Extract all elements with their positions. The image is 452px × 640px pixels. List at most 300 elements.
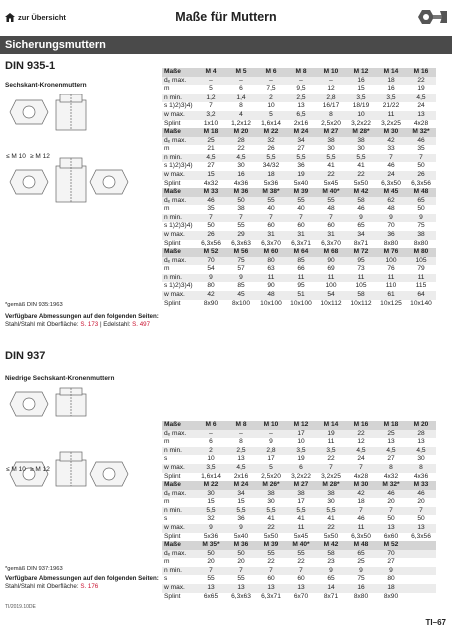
table-cell: 9 [376, 214, 406, 223]
table-cell: 46 [376, 162, 406, 171]
table-header-cell: M 80 [406, 248, 436, 257]
table-cell: 6,3x56 [196, 240, 226, 249]
table-row [162, 430, 436, 439]
table-cell: 3,5 [346, 94, 376, 103]
table-header-cell: M 24 [226, 481, 256, 490]
table-header-cell: M 36 [226, 188, 256, 197]
table-cell: 65 [346, 550, 376, 559]
table-header-row [162, 248, 436, 257]
table-header-cell: M 48 [346, 541, 376, 550]
table-cell: 8x100 [226, 300, 256, 309]
table-cell: 50 [196, 222, 226, 231]
table-cell: dₑ max. [162, 137, 196, 146]
table-cell: – [196, 77, 226, 86]
table-header-cell: M 36 [226, 541, 256, 550]
table-cell: 75 [346, 575, 376, 584]
table-cell: 6x70 [286, 593, 316, 602]
table-row [162, 438, 436, 447]
table-cell: 11 [316, 274, 346, 283]
table-cell: 3,2 [196, 111, 226, 120]
table-header-cell: M 16 [406, 68, 436, 77]
wrench-nut-icon [416, 8, 448, 26]
table-header-cell: M 28* [316, 481, 346, 490]
table-header-row [162, 481, 436, 490]
table-header-cell: M 38* [256, 188, 286, 197]
table-cell: – [226, 430, 256, 439]
table-header-cell: M 20 [406, 421, 436, 430]
table-cell: 9 [346, 214, 376, 223]
section-title: Sicherungsmuttern [0, 36, 452, 54]
table-header-cell: Maße [162, 68, 196, 77]
table-cell: 5 [256, 111, 286, 120]
din937-range-max: ≥ M 12 [30, 466, 50, 473]
table-cell: 42 [196, 291, 226, 300]
table-cell: 35 [406, 145, 436, 154]
table-cell: 64 [406, 291, 436, 300]
table-cell: 18 [376, 77, 406, 86]
table-cell: w max. [162, 231, 196, 240]
table-header-cell: M 32* [376, 481, 406, 490]
table-cell: 7 [196, 102, 226, 111]
table-cell: 11 [376, 274, 406, 283]
table-cell: 10 [286, 438, 316, 447]
table-cell: 54 [196, 265, 226, 274]
table-cell: 7,5 [256, 85, 286, 94]
table-cell: 10x125 [376, 300, 406, 309]
table-row [162, 282, 436, 291]
table-cell: Splint [162, 240, 196, 249]
table-cell: 16 [346, 77, 376, 86]
table-cell: 5,5 [286, 154, 316, 163]
table-header-cell: Maße [162, 188, 196, 197]
table-cell: m [162, 498, 196, 507]
table-cell: 16 [376, 85, 406, 94]
table-header-cell: M 6 [196, 421, 226, 430]
table-cell: 41 [316, 515, 346, 524]
table-header-cell: M 24 [286, 128, 316, 137]
table-row [162, 464, 436, 473]
table-row [162, 77, 436, 86]
table-cell: 10x112 [346, 300, 376, 309]
table-cell: 46 [196, 197, 226, 206]
table-row [162, 533, 436, 542]
table-cell: 22 [346, 430, 376, 439]
table-cell: 13 [256, 584, 286, 593]
table-cell: 8 [226, 102, 256, 111]
table-row [162, 137, 436, 146]
table-cell: 10x100 [256, 300, 286, 309]
table-cell: 4,5 [226, 464, 256, 473]
table-cell: 6 [286, 464, 316, 473]
table-cell: 60 [316, 222, 346, 231]
table-header-cell: M 6 [256, 68, 286, 77]
table-row [162, 240, 436, 249]
table-cell: Splint [162, 300, 196, 309]
table-cell: 10x100 [286, 300, 316, 309]
table-cell: w max. [162, 111, 196, 120]
table-cell: 58 [346, 197, 376, 206]
table-cell: 16 [346, 584, 376, 593]
table-header-cell: M 33 [196, 188, 226, 197]
table-cell: 11 [346, 274, 376, 283]
table-header-cell: M 10 [256, 421, 286, 430]
din935-stainless-link[interactable]: S. 497 [132, 321, 151, 328]
table-cell: 11 [406, 274, 436, 283]
table-cell: n min. [162, 274, 196, 283]
table-cell: 17 [256, 455, 286, 464]
table-cell: 15 [346, 85, 376, 94]
table-cell: 22 [286, 558, 316, 567]
table-header-cell: Maße [162, 128, 196, 137]
table-cell: Splint [162, 533, 196, 542]
table-row [162, 162, 436, 171]
din937-range-min: ≤ M 10 [6, 466, 26, 473]
page-header [0, 0, 452, 34]
table-cell: 9 [226, 274, 256, 283]
table-cell: 80 [376, 575, 406, 584]
table-cell: 55 [226, 222, 256, 231]
table-cell: 14 [316, 584, 346, 593]
table-cell: 46 [406, 137, 436, 146]
table-cell: 46 [346, 515, 376, 524]
table-header-cell: M 30 [346, 481, 376, 490]
table-cell: 95 [346, 257, 376, 266]
table-cell: n min. [162, 94, 196, 103]
table-cell: 26 [196, 231, 226, 240]
table-cell: 16/17 [316, 102, 346, 111]
table-cell: 36 [226, 515, 256, 524]
table-cell: 100 [316, 282, 346, 291]
table-cell: 25 [376, 430, 406, 439]
table-cell: 6,5 [286, 111, 316, 120]
table-header-row [162, 68, 436, 77]
table-header-cell: M 5 [226, 68, 256, 77]
table-cell: 38 [346, 137, 376, 146]
din935-avail-title: Verfügbare Abmessungen auf den folgenden Seiten: [5, 313, 159, 320]
table-cell: 22 [226, 145, 256, 154]
table-header-cell: M 16 [346, 421, 376, 430]
table-cell: 30 [316, 145, 346, 154]
table-cell: 22 [316, 455, 346, 464]
table-cell: 7 [376, 154, 406, 163]
table-cell: 5x36 [256, 180, 286, 189]
table-cell: 8x80 [376, 240, 406, 249]
table-header-cell: M 42 [346, 188, 376, 197]
table-cell: 62 [376, 197, 406, 206]
din935-table-2 [162, 128, 436, 188]
table-cell: 7 [226, 567, 256, 576]
table-header-cell: M 40* [286, 541, 316, 550]
din937-avail-title: Verfügbare Abmessungen auf den folgenden Seiten: [5, 575, 159, 582]
table-cell: 4 [226, 111, 256, 120]
table-cell: 4x28 [406, 120, 436, 129]
din935-range-min: ≤ M 10 [6, 153, 26, 160]
table-cell: 22 [256, 558, 286, 567]
table-header-cell: M 48 [406, 188, 436, 197]
table-cell: 16 [226, 171, 256, 180]
table-cell: s [162, 455, 196, 464]
table-cell: 3,5 [286, 447, 316, 456]
table-cell: 13 [226, 455, 256, 464]
table-header-cell: Maße [162, 481, 196, 490]
table-cell: Splint [162, 120, 196, 129]
din935-table-4 [162, 248, 436, 308]
table-cell: 8 [316, 111, 346, 120]
table-cell: 7 [196, 214, 226, 223]
table-cell [406, 558, 436, 567]
table-cell: n min. [162, 447, 196, 456]
table-cell: n min. [162, 154, 196, 163]
din937-table-3 [162, 541, 436, 601]
din935-standard: DIN 935-1 [5, 60, 56, 72]
table-cell: 7 [226, 214, 256, 223]
table-header-cell: M 35* [196, 541, 226, 550]
table-cell: s [162, 575, 196, 584]
table-cell: dₑ max. [162, 257, 196, 266]
table-cell: 105 [346, 282, 376, 291]
table-cell: 8x71 [316, 593, 346, 602]
table-cell: 2,5 [286, 94, 316, 103]
table-header-cell: M 8 [226, 421, 256, 430]
table-row [162, 567, 436, 576]
table-cell: 19 [286, 455, 316, 464]
table-cell: 34 [346, 231, 376, 240]
table-cell: 2,8 [316, 94, 346, 103]
table-cell: 13 [286, 584, 316, 593]
table-header-cell: M 12 [286, 421, 316, 430]
table-cell: 35 [196, 205, 226, 214]
table-cell: 60 [256, 575, 286, 584]
table-cell: – [316, 77, 346, 86]
table-cell: 38 [286, 490, 316, 499]
table-cell: s [162, 515, 196, 524]
table-cell: 5x36 [196, 533, 226, 542]
table-cell: 23 [316, 558, 346, 567]
table-cell: 12 [316, 85, 346, 94]
table-cell: 5,5 [346, 154, 376, 163]
table-row [162, 550, 436, 559]
table-header-cell: M 14 [376, 68, 406, 77]
table-cell: 9 [316, 567, 346, 576]
table-cell: 41 [286, 515, 316, 524]
table-cell: 18 [346, 498, 376, 507]
table-cell: 54 [316, 291, 346, 300]
table-cell: 6,3x50 [376, 180, 406, 189]
table-cell: 4x36 [406, 473, 436, 482]
table-cell: 75 [406, 222, 436, 231]
table-cell: 2,8 [256, 447, 286, 456]
table-cell: 18 [256, 171, 286, 180]
table-cell: 19 [316, 430, 346, 439]
table-cell: 5,5 [256, 154, 286, 163]
table-row [162, 171, 436, 180]
table-cell: 8x90 [196, 300, 226, 309]
table-cell: 48 [316, 205, 346, 214]
table-cell: 7 [346, 507, 376, 516]
table-cell: 8 [376, 464, 406, 473]
table-header-cell: M 45 [376, 188, 406, 197]
table-cell: 2x16 [226, 473, 256, 482]
table-cell: 38 [226, 205, 256, 214]
table-cell: 5 [196, 85, 226, 94]
din935-avail-mid: | Edelstahl: [98, 321, 133, 328]
table-cell: 60 [286, 222, 316, 231]
table-row [162, 558, 436, 567]
table-cell: w max. [162, 524, 196, 533]
table-cell: Splint [162, 180, 196, 189]
table-cell: – [256, 77, 286, 86]
table-cell: m [162, 265, 196, 274]
table-cell: 51 [286, 291, 316, 300]
table-cell: 70 [196, 257, 226, 266]
table-cell: 38 [406, 231, 436, 240]
table-cell: 22 [256, 524, 286, 533]
table-cell: 8x71 [346, 240, 376, 249]
table-cell: s 1)2)3)4) [162, 282, 196, 291]
table-cell: 55 [256, 550, 286, 559]
table-cell: 13 [406, 111, 436, 120]
table-cell: 5x45 [286, 533, 316, 542]
table-cell: 55 [286, 197, 316, 206]
table-cell: 2,5x20 [256, 473, 286, 482]
din937-steel-link[interactable]: S. 176 [80, 583, 99, 590]
table-cell: 30 [256, 498, 286, 507]
table-header-cell: M 40* [316, 188, 346, 197]
table-header-cell: M 64 [286, 248, 316, 257]
table-cell: 27 [286, 145, 316, 154]
table-cell: 5x50 [256, 533, 286, 542]
table-row [162, 498, 436, 507]
table-cell: 38 [316, 490, 346, 499]
table-cell: 13 [406, 524, 436, 533]
din935-table-3 [162, 188, 436, 248]
table-cell: m [162, 558, 196, 567]
table-cell: 7 [376, 507, 406, 516]
table-cell: 30 [346, 145, 376, 154]
table-cell: 7 [346, 464, 376, 473]
table-cell: 115 [406, 282, 436, 291]
din937-avail-prefix: Stahl/Stahl mit Oberfläche: [5, 583, 81, 590]
table-cell [406, 593, 436, 602]
table-cell: 41 [256, 515, 286, 524]
table-row [162, 214, 436, 223]
table-cell: 75 [226, 257, 256, 266]
table-header-cell: M 39 [286, 188, 316, 197]
table-cell: 50 [406, 515, 436, 524]
table-cell: 7 [256, 214, 286, 223]
table-cell: 13 [376, 524, 406, 533]
table-row [162, 575, 436, 584]
table-header-cell: M 42 [316, 541, 346, 550]
table-cell: 25 [346, 558, 376, 567]
table-cell: 90 [316, 257, 346, 266]
din935-steel-link[interactable]: S. 173 [80, 321, 99, 328]
table-header-cell: M 76 [376, 248, 406, 257]
table-cell: 3,5 [376, 94, 406, 103]
table-row [162, 455, 436, 464]
table-cell: 8 [226, 438, 256, 447]
table-cell: 105 [406, 257, 436, 266]
table-cell: 27 [376, 455, 406, 464]
table-row [162, 145, 436, 154]
table-cell: 5,5 [256, 507, 286, 516]
table-row [162, 222, 436, 231]
table-cell: m [162, 145, 196, 154]
table-cell: 34 [286, 137, 316, 146]
table-row [162, 154, 436, 163]
table-cell: 6,3x71 [286, 240, 316, 249]
table-cell: 4,5 [346, 447, 376, 456]
table-cell: 31 [286, 231, 316, 240]
table-cell: Splint [162, 593, 196, 602]
table-cell: 9 [346, 567, 376, 576]
table-cell: 58 [316, 550, 346, 559]
table-cell: 4,5 [406, 447, 436, 456]
table-cell: 1,4 [226, 94, 256, 103]
table-cell: 7 [196, 567, 226, 576]
table-cell: 9 [376, 567, 406, 576]
table-row [162, 231, 436, 240]
table-row [162, 205, 436, 214]
table-cell: – [286, 77, 316, 86]
table-header-cell: M 52 [196, 248, 226, 257]
table-cell: 11 [346, 524, 376, 533]
table-cell: 27 [196, 162, 226, 171]
table-cell: 28 [226, 137, 256, 146]
table-cell: 3,2x22 [286, 473, 316, 482]
table-cell: 20 [376, 498, 406, 507]
table-cell: 1,2 [196, 94, 226, 103]
table-cell: 5,5 [316, 507, 346, 516]
table-header-cell: M 26* [256, 481, 286, 490]
table-cell: 11 [286, 274, 316, 283]
table-cell: 46 [376, 490, 406, 499]
table-cell: 3,2x25 [376, 120, 406, 129]
table-cell: n min. [162, 507, 196, 516]
table-cell: Splint [162, 473, 196, 482]
table-cell: 8x80 [406, 240, 436, 249]
table-header-row [162, 128, 436, 137]
table-cell: 11 [376, 111, 406, 120]
table-cell: – [226, 77, 256, 86]
table-cell: 21 [196, 145, 226, 154]
table-header-cell: M 28* [346, 128, 376, 137]
table-cell: 3,2x25 [316, 473, 346, 482]
table-cell: 24 [376, 171, 406, 180]
table-row [162, 507, 436, 516]
table-row [162, 524, 436, 533]
table-cell: 5,5 [316, 154, 346, 163]
table-cell: 2,5x20 [316, 120, 346, 129]
table-cell: 38 [256, 490, 286, 499]
table-cell: dₑ max. [162, 197, 196, 206]
din937-table-2 [162, 481, 436, 541]
table-cell: 80 [256, 257, 286, 266]
table-cell: 15 [226, 498, 256, 507]
table-cell: m [162, 205, 196, 214]
table-cell: 70 [376, 550, 406, 559]
table-cell: 7 [316, 464, 346, 473]
table-cell: 61 [376, 291, 406, 300]
table-row [162, 584, 436, 593]
table-cell: 22 [316, 524, 346, 533]
table-cell: w max. [162, 291, 196, 300]
table-cell: 4x32 [196, 180, 226, 189]
din937-note: *gemäß DIN 937:1963 [5, 566, 63, 572]
table-cell: n min. [162, 214, 196, 223]
table-cell: 42 [376, 137, 406, 146]
table-cell: 6,3x70 [316, 240, 346, 249]
